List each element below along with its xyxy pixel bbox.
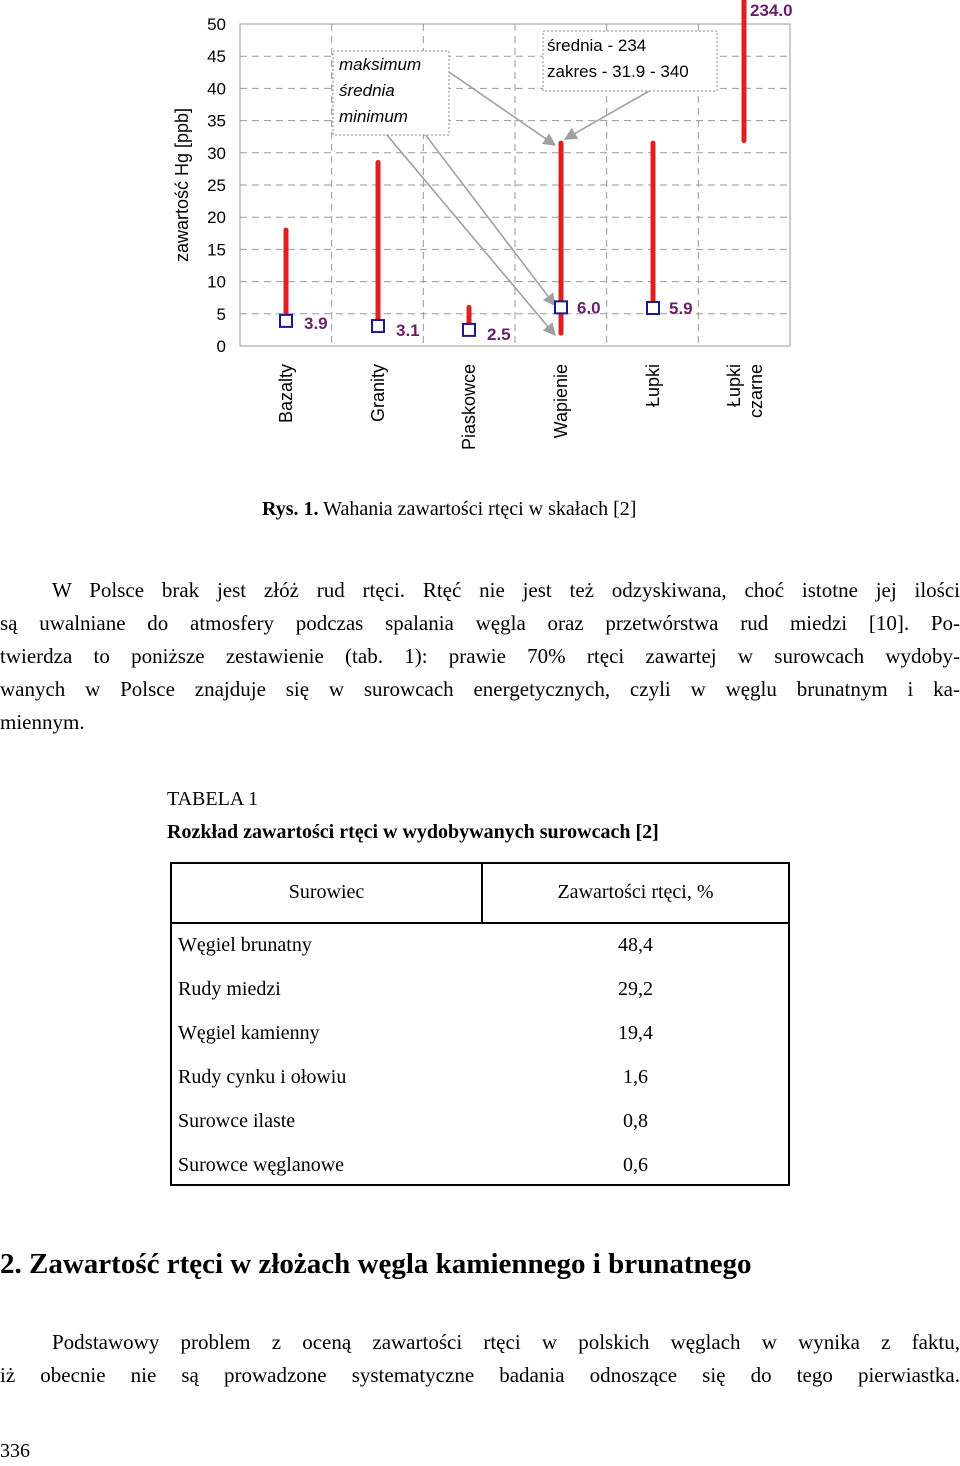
paragraph-line: twierdza to poniższe zestawienie (tab. 1): prawie 70% rtęci zawartej w surowcach wydoby- bbox=[0, 644, 960, 668]
table-header-cell: Surowiec bbox=[288, 881, 365, 903]
y-tick-label: 35 bbox=[207, 111, 226, 131]
table-row bbox=[172, 968, 788, 1012]
figure-caption bbox=[262, 498, 636, 521]
table-cell-value: 0,6 bbox=[623, 1154, 648, 1176]
table-row bbox=[172, 1144, 788, 1188]
table-cell-name: Surowce ilaste bbox=[178, 1110, 296, 1132]
y-axis-label: zawartość Hg [ppb] bbox=[172, 107, 192, 263]
y-tick-label: 50 bbox=[207, 15, 226, 34]
x-category-label: Bazalty bbox=[276, 364, 296, 424]
table-cell-name: Rudy miedzi bbox=[178, 978, 281, 1000]
table-row bbox=[172, 1012, 788, 1056]
table-row bbox=[172, 1100, 788, 1144]
table-cell-value: 0,8 bbox=[623, 1110, 648, 1132]
table-cell-value: 1,6 bbox=[623, 1066, 648, 1088]
mean-value-label: 3.9 bbox=[304, 313, 328, 333]
annotation-arrow bbox=[376, 122, 555, 335]
body-paragraph-2 bbox=[0, 1326, 960, 1392]
table-cell-name: Rudy cynku i ołowiu bbox=[178, 1066, 347, 1088]
y-tick-label: 45 bbox=[207, 47, 226, 67]
mean-marker bbox=[372, 320, 384, 332]
legend-line-min: minimum bbox=[339, 107, 408, 126]
paragraph-line: miennym. bbox=[0, 710, 85, 734]
table-header-row bbox=[172, 864, 788, 924]
mean-marker bbox=[647, 302, 659, 314]
paragraph-line: wanych w Polsce znajduje się w surowcach energetycznych, czyli w węglu brunatnym i ka- bbox=[0, 677, 960, 701]
mean-marker bbox=[280, 315, 292, 327]
mean-value-label: 5.9 bbox=[669, 299, 693, 319]
table-cell-name: Surowce węglanowe bbox=[178, 1154, 345, 1176]
y-tick-label: 40 bbox=[207, 79, 226, 99]
x-category-label: Wapienie bbox=[551, 364, 571, 439]
mean-value-label: 3.1 bbox=[396, 321, 420, 341]
y-tick-label: 25 bbox=[207, 176, 226, 195]
mean-value-label: 2.5 bbox=[487, 324, 511, 344]
figure-caption-label: Rys. 1. bbox=[262, 498, 319, 520]
paragraph-line: są uwalniane do atmosfery podczas spalania węgla oraz przetwórstwa rud miedzi [10]. Po- bbox=[0, 611, 960, 635]
y-tick-label: 30 bbox=[207, 143, 226, 163]
mercury-range-chart bbox=[0, 0, 960, 480]
legend-line-mean: średnia bbox=[339, 81, 395, 100]
y-tick-label: 10 bbox=[207, 272, 226, 292]
annotation-arrow bbox=[449, 72, 555, 145]
mean-value-label: 234.0 bbox=[750, 1, 793, 20]
section-heading: 2. Zawartość rtęci w złożach węgla kamiennego i brunatnego bbox=[0, 1248, 752, 1280]
note-box bbox=[543, 31, 717, 91]
table-row bbox=[172, 924, 788, 968]
x-category-label: czarne bbox=[746, 364, 766, 419]
table-row bbox=[172, 1056, 788, 1100]
x-category-label: Łupki bbox=[724, 364, 744, 408]
table-cell-value: 19,4 bbox=[618, 1022, 653, 1044]
figure-caption-text: Wahania zawartości rtęci w skałach [2] bbox=[323, 498, 637, 520]
mean-marker bbox=[555, 301, 567, 313]
legend-box bbox=[333, 51, 449, 135]
mean-value-label: 6.0 bbox=[577, 298, 601, 318]
page-number: 336 bbox=[0, 1440, 30, 1462]
x-axis-categories bbox=[276, 364, 766, 450]
paragraph-line: W Polsce brak jest złóż rud rtęci. Rtęć nie jest też odzyskiwana, choć istotne jej ilości bbox=[52, 578, 960, 602]
note-line-mean: średnia - 234 bbox=[547, 36, 647, 55]
x-category-label: Łupki bbox=[643, 364, 663, 408]
body-paragraph-1 bbox=[0, 574, 960, 739]
y-axis-ticks bbox=[207, 15, 226, 356]
y-tick-label: 5 bbox=[216, 304, 226, 324]
table-title: TABELA 1 bbox=[167, 788, 259, 810]
mercury-content-table bbox=[170, 862, 790, 1186]
table-header-cell: Zawartości rtęci, % bbox=[557, 881, 714, 903]
x-category-label: Granity bbox=[368, 364, 388, 423]
paragraph-line: Podstawowy problem z oceną zawartości rtęci w polskich węglach w wynika z faktu, bbox=[52, 1330, 960, 1354]
mean-marker bbox=[463, 324, 475, 336]
y-tick-label: 20 bbox=[207, 208, 226, 228]
table-subtitle: Rozkład zawartości rtęci w wydobywanych surowcach [2] bbox=[167, 821, 659, 843]
paragraph-line: iż obecnie nie są prowadzone systematyczne badania odnoszące się do tego pierwiastka. bbox=[0, 1363, 960, 1387]
table-cell-value: 29,2 bbox=[618, 978, 653, 1000]
y-tick-label: 0 bbox=[216, 337, 226, 356]
legend-line-max: maksimum bbox=[339, 55, 422, 74]
table-cell-value: 48,4 bbox=[618, 934, 653, 956]
x-category-label: Piaskowce bbox=[459, 364, 479, 451]
note-line-range: zakres - 31.9 - 340 bbox=[547, 62, 689, 81]
table-cell-name: Węgiel brunatny bbox=[178, 934, 312, 956]
table-cell-name: Węgiel kamienny bbox=[178, 1022, 320, 1044]
y-tick-label: 15 bbox=[207, 240, 226, 260]
